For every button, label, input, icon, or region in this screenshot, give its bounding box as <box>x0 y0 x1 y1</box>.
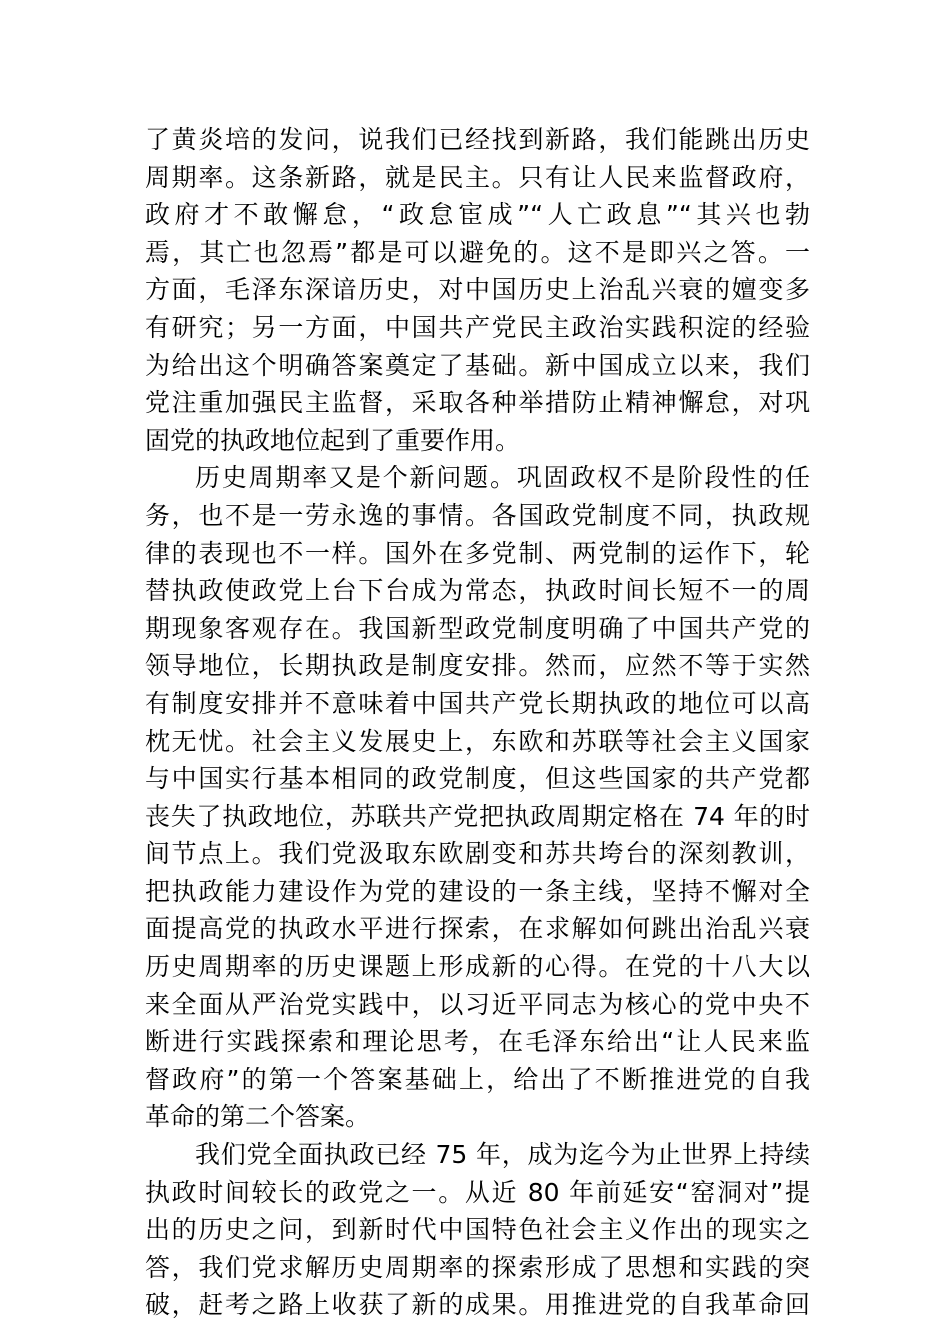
text-line: 面提高党的执政水平进行探索，在求解如何跳出治乱兴衰 <box>145 914 810 944</box>
text-line: 周期率。这条新路，就是民主。只有让人民来监督政府， <box>145 162 810 192</box>
text-line: 与中国实行基本相同的政党制度，但这些国家的共产党都 <box>145 764 810 794</box>
text-line: 固党的执政地位起到了重要作用。 <box>145 425 521 455</box>
text-line: 有研究；另一方面，中国共产党民主政治实践积淀的经验 <box>145 312 810 342</box>
text-line: 有制度安排并不意味着中国共产党长期执政的地位可以高 <box>145 688 810 718</box>
text-line: 律的表现也不一样。国外在多党制、两党制的运作下，轮 <box>145 538 810 568</box>
text-line: 我们党全面执政已经 75 年，成为迄今为止世界上持续 <box>195 1140 810 1170</box>
text-line: 执政时间较长的政党之一。从近 80 年前延安“窑洞对”提 <box>145 1177 810 1207</box>
text-line: 为给出这个明确答案奠定了基础。新中国成立以来，我们 <box>145 350 810 380</box>
text-line: 务，也不是一劳永逸的事情。各国政党制度不同，执政规 <box>145 500 810 530</box>
text-line: 出的历史之问，到新时代中国特色社会主义作出的现实之 <box>145 1215 810 1245</box>
text-line: 把执政能力建设作为党的建设的一条主线，坚持不懈对全 <box>145 876 810 906</box>
text-line: 领导地位，长期执政是制度安排。然而，应然不等于实然 <box>145 651 810 681</box>
text-line: 党注重加强民主监督，采取各种举措防止精神懈怠，对巩 <box>145 388 810 418</box>
text-line: 方面，毛泽东深谙历史，对中国历史上治乱兴衰的嬗变多 <box>145 275 810 305</box>
text-line: 期现象客观存在。我国新型政党制度明确了中国共产党的 <box>145 613 810 643</box>
text-line: 历史周期率的历史课题上形成新的心得。在党的十八大以 <box>145 952 810 982</box>
text-line: 了黄炎培的发问，说我们已经找到新路，我们能跳出历史 <box>145 125 810 154</box>
text-line: 破，赶考之路上收获了新的成果。用推进党的自我革命回 <box>145 1290 810 1320</box>
text-line: 答，我们党求解历史周期率的探索形成了思想和实践的突 <box>145 1252 810 1282</box>
text-line: 间节点上。我们党汲取东欧剧变和苏共垮台的深刻教训， <box>145 839 810 869</box>
text-line: 丧失了执政地位，苏联共产党把执政周期定格在 74 年的时 <box>145 801 810 831</box>
text-line: 断进行实践探索和理论思考，在毛泽东给出“让人民来监 <box>145 1027 810 1057</box>
text-line: 历史周期率又是个新问题。巩固政权不是阶段性的任 <box>195 463 810 493</box>
text-line: 督政府”的第一个答案基础上，给出了不断推进党的自我 <box>145 1064 810 1094</box>
text-line: 政府才不敢懈怠，“政怠宦成”“人亡政息”“其兴也勃 <box>145 200 810 230</box>
text-line: 来全面从严治党实践中，以习近平同志为核心的党中央不 <box>145 989 810 1019</box>
text-line: 焉，其亡也忽焉”都是可以避免的。这不是即兴之答。一 <box>145 237 810 267</box>
text-line: 替执政使政党上台下台成为常态，执政时间长短不一的周 <box>145 576 810 606</box>
body-text <box>145 121 810 1324</box>
text-line: 枕无忧。社会主义发展史上，东欧和苏联等社会主义国家 <box>145 726 810 756</box>
text-line: 革命的第二个答案。 <box>145 1102 371 1132</box>
